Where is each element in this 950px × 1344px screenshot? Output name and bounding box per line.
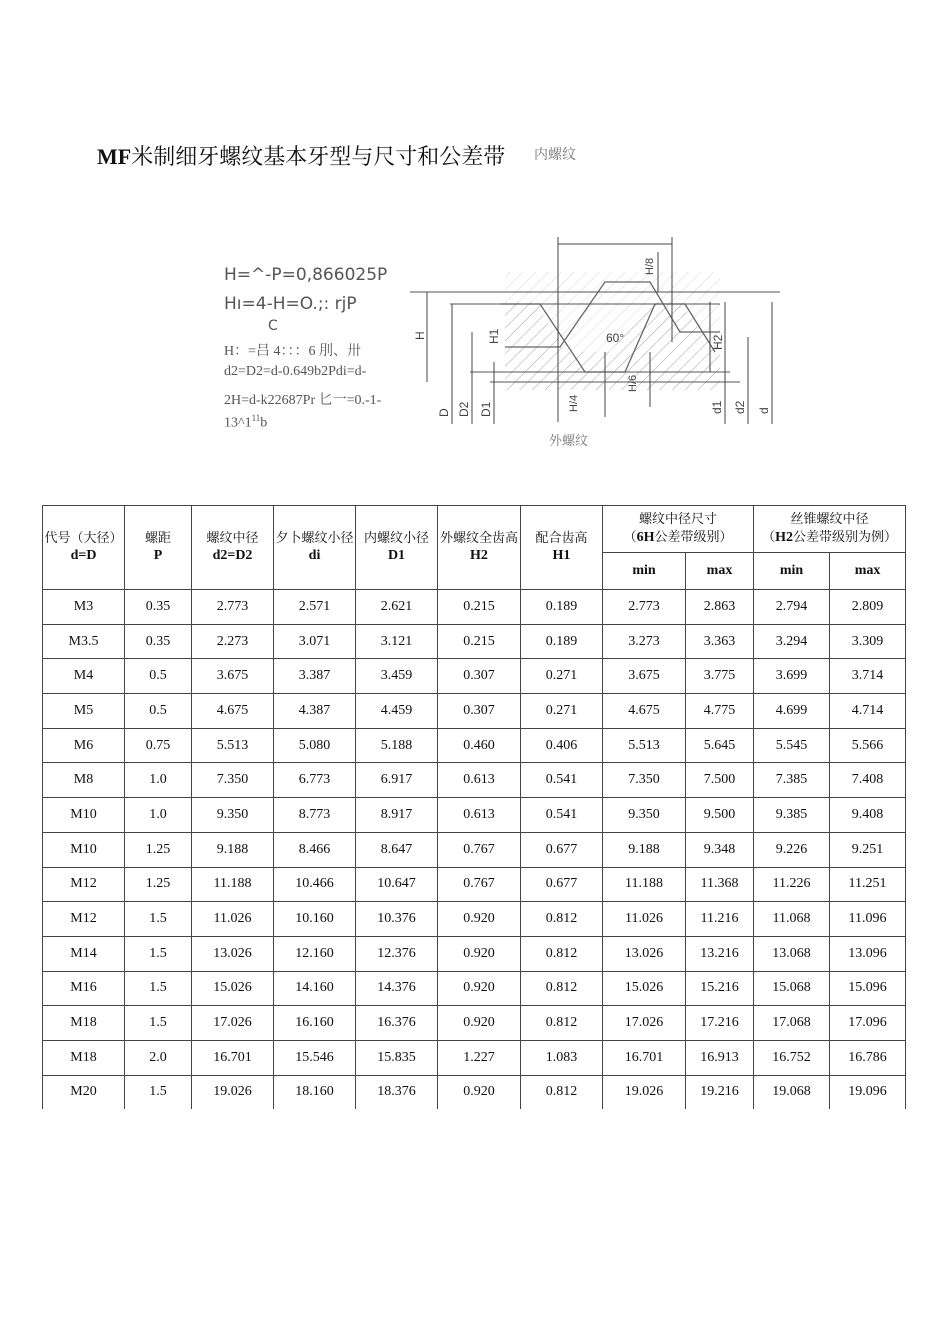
table-cell: 0.767 bbox=[438, 867, 521, 902]
table-cell: 16.160 bbox=[274, 1006, 356, 1041]
table-cell: 0.541 bbox=[521, 763, 603, 798]
table-cell: M18 bbox=[43, 1006, 125, 1041]
table-cell: 0.812 bbox=[521, 902, 603, 937]
table-cell: 19.216 bbox=[686, 1075, 754, 1109]
thread-spec-table bbox=[42, 505, 906, 1109]
table-cell: 16.701 bbox=[603, 1040, 686, 1075]
header-pitch: 螺距 P bbox=[125, 506, 192, 590]
table-cell: 0.677 bbox=[521, 832, 603, 867]
table-cell: 0.541 bbox=[521, 798, 603, 833]
table-cell: 7.385 bbox=[754, 763, 830, 798]
table-cell: M5 bbox=[43, 694, 125, 729]
table-cell: 1.5 bbox=[125, 936, 192, 971]
table-cell: 9.350 bbox=[603, 798, 686, 833]
table-cell: 18.376 bbox=[356, 1075, 438, 1109]
table-cell: 9.188 bbox=[603, 832, 686, 867]
table-cell: 0.767 bbox=[438, 832, 521, 867]
table-cell: 0.677 bbox=[521, 867, 603, 902]
table-cell: 13.096 bbox=[830, 936, 906, 971]
table-cell: 6.773 bbox=[274, 763, 356, 798]
table-cell: 15.835 bbox=[356, 1040, 438, 1075]
header-max: max bbox=[830, 553, 906, 590]
header-pitch-diameter: 螺纹中径 d2=D2 bbox=[192, 506, 274, 590]
table-cell: 0.812 bbox=[521, 971, 603, 1006]
table-cell: 10.160 bbox=[274, 902, 356, 937]
table-cell: M18 bbox=[43, 1040, 125, 1075]
table-cell: 3.121 bbox=[356, 624, 438, 659]
table-cell: 19.068 bbox=[754, 1075, 830, 1109]
label-h8: H/8 bbox=[644, 257, 656, 275]
table-cell: 16.701 bbox=[192, 1040, 274, 1075]
table-cell: 14.376 bbox=[356, 971, 438, 1006]
table-row bbox=[43, 832, 906, 867]
table-cell: M3.5 bbox=[43, 624, 125, 659]
table-cell: 2.809 bbox=[830, 590, 906, 625]
table-row bbox=[43, 867, 906, 902]
table-cell: 3.459 bbox=[356, 659, 438, 694]
table-cell: 13.216 bbox=[686, 936, 754, 971]
table-cell: 10.376 bbox=[356, 902, 438, 937]
formula-d1: 2H=d-k22687Pr 匕一=0.-1- bbox=[224, 393, 382, 408]
table-cell: 0.35 bbox=[125, 590, 192, 625]
table-row bbox=[43, 763, 906, 798]
formula-d2: d2=D2=d-0.649b2Pdi=d- bbox=[224, 364, 367, 379]
table-cell: 0.460 bbox=[438, 728, 521, 763]
table-cell: 19.096 bbox=[830, 1075, 906, 1109]
table-cell: M20 bbox=[43, 1075, 125, 1109]
table-cell: 3.071 bbox=[274, 624, 356, 659]
table-cell: 11.026 bbox=[603, 902, 686, 937]
table-cell: 0.5 bbox=[125, 694, 192, 729]
table-cell: 13.068 bbox=[754, 936, 830, 971]
header-size: 代号（大径） d=D bbox=[43, 506, 125, 590]
table-cell: M12 bbox=[43, 867, 125, 902]
table-cell: 2.571 bbox=[274, 590, 356, 625]
table-cell: 0.215 bbox=[438, 590, 521, 625]
title-text: 米制细牙螺纹基本牙型与尺寸和公差带 bbox=[131, 144, 506, 169]
table-cell: 4.714 bbox=[830, 694, 906, 729]
table-cell: 3.294 bbox=[754, 624, 830, 659]
table-cell: 0.75 bbox=[125, 728, 192, 763]
table-cell: 8.647 bbox=[356, 832, 438, 867]
table-cell: 12.160 bbox=[274, 936, 356, 971]
table-cell: 13.026 bbox=[603, 936, 686, 971]
table-cell: 15.096 bbox=[830, 971, 906, 1006]
table-cell: M14 bbox=[43, 936, 125, 971]
table-cell: 3.363 bbox=[686, 624, 754, 659]
label-H2: H2 bbox=[711, 334, 725, 350]
table-cell: 9.188 bbox=[192, 832, 274, 867]
table-cell: 3.309 bbox=[830, 624, 906, 659]
table-cell: 5.188 bbox=[356, 728, 438, 763]
table-cell: 4.675 bbox=[603, 694, 686, 729]
formula-h: H=^-P=0,866025P bbox=[224, 265, 388, 285]
table-cell: 0.920 bbox=[438, 1006, 521, 1041]
table-cell: 5.545 bbox=[754, 728, 830, 763]
table-cell: 3.714 bbox=[830, 659, 906, 694]
table-cell: 0.920 bbox=[438, 902, 521, 937]
table-cell: 0.271 bbox=[521, 659, 603, 694]
table-cell: 2.773 bbox=[192, 590, 274, 625]
table-cell: 3.699 bbox=[754, 659, 830, 694]
table-cell: 4.775 bbox=[686, 694, 754, 729]
table-cell: 4.387 bbox=[274, 694, 356, 729]
table-cell: 10.466 bbox=[274, 867, 356, 902]
table-cell: 17.096 bbox=[830, 1006, 906, 1041]
label-d: d bbox=[757, 407, 771, 414]
table-cell: 1.083 bbox=[521, 1040, 603, 1075]
table-cell: 3.273 bbox=[603, 624, 686, 659]
table-cell: 0.812 bbox=[521, 936, 603, 971]
formula-h1: Hı=4-H=O.;: rjP bbox=[224, 294, 357, 314]
table-cell: 5.080 bbox=[274, 728, 356, 763]
table-cell: M8 bbox=[43, 763, 125, 798]
table-cell: M4 bbox=[43, 659, 125, 694]
table-cell: 4.675 bbox=[192, 694, 274, 729]
header-max: max bbox=[686, 553, 754, 590]
table-cell: 11.216 bbox=[686, 902, 754, 937]
label-H: H bbox=[413, 331, 427, 340]
table-cell: 0.307 bbox=[438, 659, 521, 694]
table-cell: 15.068 bbox=[754, 971, 830, 1006]
header-int-minor: 内螺纹小径 D1 bbox=[356, 506, 438, 590]
table-cell: 0.812 bbox=[521, 1006, 603, 1041]
table-cell: 2.794 bbox=[754, 590, 830, 625]
outer-thread-label: 外螺纹 bbox=[549, 433, 589, 448]
table-cell: 15.026 bbox=[192, 971, 274, 1006]
table-cell: 8.773 bbox=[274, 798, 356, 833]
table-row bbox=[43, 694, 906, 729]
table-cell: 17.026 bbox=[603, 1006, 686, 1041]
label-D1: D1 bbox=[479, 401, 493, 417]
table-row bbox=[43, 624, 906, 659]
table-cell: 14.160 bbox=[274, 971, 356, 1006]
table-cell: 19.026 bbox=[603, 1075, 686, 1109]
table-cell: 1.5 bbox=[125, 902, 192, 937]
table-cell: 5.566 bbox=[830, 728, 906, 763]
table-cell: 17.026 bbox=[192, 1006, 274, 1041]
table-cell: 11.068 bbox=[754, 902, 830, 937]
header-min: min bbox=[603, 553, 686, 590]
formula-c: C bbox=[268, 318, 278, 334]
table-cell: 1.227 bbox=[438, 1040, 521, 1075]
table-cell: 16.786 bbox=[830, 1040, 906, 1075]
table-cell: 11.096 bbox=[830, 902, 906, 937]
header-pitch-tolerance: 螺纹中径尺寸 （6H公差带级别） bbox=[603, 506, 754, 553]
table-cell: 0.35 bbox=[125, 624, 192, 659]
table-cell: 15.546 bbox=[274, 1040, 356, 1075]
table-cell: 5.645 bbox=[686, 728, 754, 763]
header-min: min bbox=[754, 553, 830, 590]
header-engagement: 配合齿高 H1 bbox=[521, 506, 603, 590]
table-cell: M3 bbox=[43, 590, 125, 625]
header-tap-pitch: 丝锥螺纹中径 （H2公差带级别为例） bbox=[754, 506, 906, 553]
label-angle: 60° bbox=[606, 331, 625, 345]
table-cell: 1.25 bbox=[125, 867, 192, 902]
table-row bbox=[43, 798, 906, 833]
table-cell: 2.863 bbox=[686, 590, 754, 625]
table-cell: 11.188 bbox=[192, 867, 274, 902]
table-cell: 15.216 bbox=[686, 971, 754, 1006]
table-cell: 17.068 bbox=[754, 1006, 830, 1041]
table-cell: 9.385 bbox=[754, 798, 830, 833]
table-cell: 8.917 bbox=[356, 798, 438, 833]
table-cell: M16 bbox=[43, 971, 125, 1006]
table-cell: 8.466 bbox=[274, 832, 356, 867]
formula-h2: H：=吕 4：：：6 刖、卅 bbox=[224, 344, 362, 359]
table-cell: 2.0 bbox=[125, 1040, 192, 1075]
table-cell: 11.026 bbox=[192, 902, 274, 937]
table-row bbox=[43, 971, 906, 1006]
table-cell: 1.5 bbox=[125, 1006, 192, 1041]
header-ext-minor: 夕卜螺纹小径 di bbox=[274, 506, 356, 590]
table-row bbox=[43, 590, 906, 625]
table-cell: 16.913 bbox=[686, 1040, 754, 1075]
page-title bbox=[97, 140, 576, 171]
table-cell: M10 bbox=[43, 832, 125, 867]
table-cell: 1.0 bbox=[125, 798, 192, 833]
table-cell: 9.500 bbox=[686, 798, 754, 833]
table-cell: 0.920 bbox=[438, 971, 521, 1006]
table-row bbox=[43, 728, 906, 763]
label-H1: H1 bbox=[487, 328, 501, 344]
label-D2: D2 bbox=[457, 401, 471, 417]
table-cell: 7.500 bbox=[686, 763, 754, 798]
table-cell: 9.348 bbox=[686, 832, 754, 867]
table-cell: 5.513 bbox=[603, 728, 686, 763]
table-cell: 0.215 bbox=[438, 624, 521, 659]
table-cell: 0.307 bbox=[438, 694, 521, 729]
table-row bbox=[43, 1006, 906, 1041]
label-H6: H/6 bbox=[627, 374, 639, 392]
table-cell: 6.917 bbox=[356, 763, 438, 798]
label-d1: d1 bbox=[710, 400, 724, 414]
table-row bbox=[43, 1040, 906, 1075]
inner-thread-label: 内螺纹 bbox=[534, 148, 576, 163]
table-cell: 3.675 bbox=[192, 659, 274, 694]
table-cell: M6 bbox=[43, 728, 125, 763]
table-cell: 17.216 bbox=[686, 1006, 754, 1041]
table-cell: 1.0 bbox=[125, 763, 192, 798]
table-cell: 3.387 bbox=[274, 659, 356, 694]
table-cell: 7.408 bbox=[830, 763, 906, 798]
label-H4: H/4 bbox=[568, 394, 580, 412]
table-cell: 0.271 bbox=[521, 694, 603, 729]
header-ext-depth: 外螺纹全齿高 H2 bbox=[438, 506, 521, 590]
formula-tail: $13\^{}1^{11}b$ bbox=[224, 413, 268, 431]
table-cell: 5.513 bbox=[192, 728, 274, 763]
table-row bbox=[43, 902, 906, 937]
table-cell: 9.350 bbox=[192, 798, 274, 833]
table-cell: 9.251 bbox=[830, 832, 906, 867]
table-cell: 16.376 bbox=[356, 1006, 438, 1041]
table-cell: 9.226 bbox=[754, 832, 830, 867]
table-cell: 11.226 bbox=[754, 867, 830, 902]
label-d2: d2 bbox=[733, 400, 747, 414]
table-row bbox=[43, 1075, 906, 1109]
table-cell: 0.406 bbox=[521, 728, 603, 763]
table-cell: 4.459 bbox=[356, 694, 438, 729]
table-cell: M12 bbox=[43, 902, 125, 937]
table-cell: 0.5 bbox=[125, 659, 192, 694]
table-cell: 0.812 bbox=[521, 1075, 603, 1109]
table-cell: 2.621 bbox=[356, 590, 438, 625]
table-cell: 19.026 bbox=[192, 1075, 274, 1109]
table-cell: 13.026 bbox=[192, 936, 274, 971]
title-prefix: MF bbox=[97, 144, 132, 169]
table-cell: 0.920 bbox=[438, 1075, 521, 1109]
table-cell: 0.613 bbox=[438, 763, 521, 798]
thread-profile-diagram bbox=[410, 232, 790, 432]
table-cell: 7.350 bbox=[192, 763, 274, 798]
table-cell: 1.5 bbox=[125, 971, 192, 1006]
table-cell: 16.752 bbox=[754, 1040, 830, 1075]
table-cell: 2.773 bbox=[603, 590, 686, 625]
table-cell: 11.368 bbox=[686, 867, 754, 902]
table-row bbox=[43, 936, 906, 971]
table-cell: 0.189 bbox=[521, 624, 603, 659]
table-cell: 12.376 bbox=[356, 936, 438, 971]
table-cell: 18.160 bbox=[274, 1075, 356, 1109]
table-cell: 3.775 bbox=[686, 659, 754, 694]
table-cell: 1.25 bbox=[125, 832, 192, 867]
label-D: D bbox=[437, 408, 451, 417]
table-cell: 3.675 bbox=[603, 659, 686, 694]
table-cell: 15.026 bbox=[603, 971, 686, 1006]
table-cell: 0.920 bbox=[438, 936, 521, 971]
table-cell: M10 bbox=[43, 798, 125, 833]
table-cell: 11.188 bbox=[603, 867, 686, 902]
table-cell: 4.699 bbox=[754, 694, 830, 729]
table-cell: 11.251 bbox=[830, 867, 906, 902]
table-cell: 0.613 bbox=[438, 798, 521, 833]
table-row bbox=[43, 659, 906, 694]
table-cell: 7.350 bbox=[603, 763, 686, 798]
table-cell: 1.5 bbox=[125, 1075, 192, 1109]
table-cell: 0.189 bbox=[521, 590, 603, 625]
table-cell: 10.647 bbox=[356, 867, 438, 902]
table-cell: 2.273 bbox=[192, 624, 274, 659]
table-cell: 9.408 bbox=[830, 798, 906, 833]
